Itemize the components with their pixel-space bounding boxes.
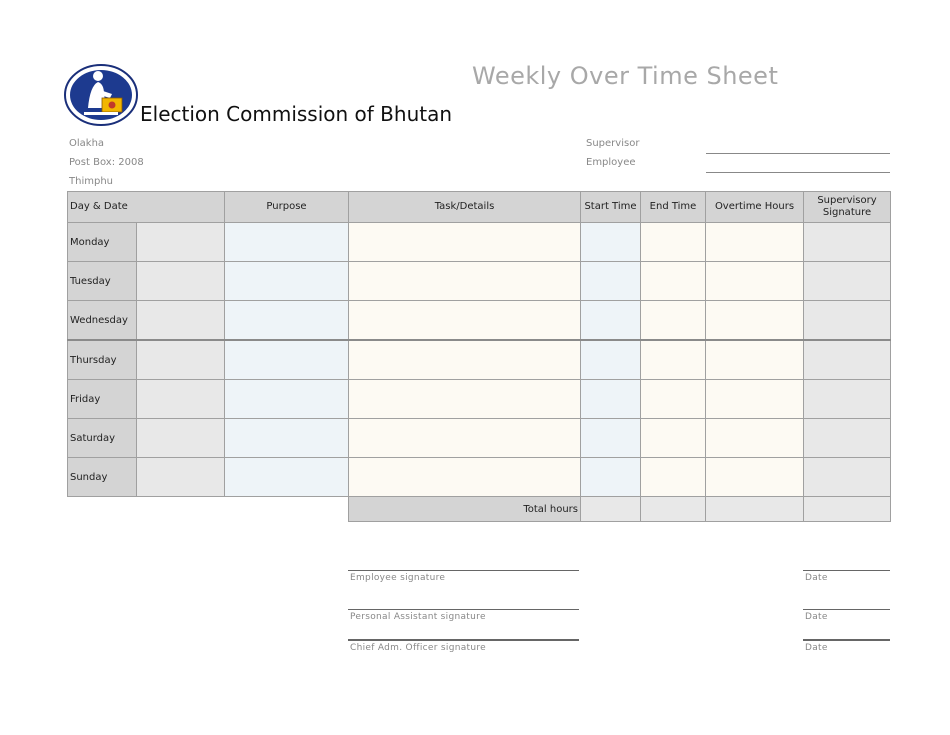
table-row (68, 458, 891, 497)
employee-date-label: Date (805, 573, 828, 583)
day-label: Sunday (68, 458, 137, 497)
start-time-cell[interactable] (581, 340, 641, 380)
date-cell[interactable] (137, 380, 225, 419)
date-cell[interactable] (137, 262, 225, 301)
day-label: Monday (68, 223, 137, 262)
task-cell[interactable] (349, 419, 581, 458)
address-line-1: Olakha (69, 138, 105, 149)
overtime-hours-cell[interactable] (706, 223, 804, 262)
date-cell[interactable] (137, 223, 225, 262)
address-line-2: Post Box: 2008 (69, 157, 144, 168)
start-time-cell[interactable] (581, 223, 641, 262)
end-time-cell[interactable] (641, 262, 706, 301)
signature-cell[interactable] (804, 458, 891, 497)
task-cell[interactable] (349, 262, 581, 301)
sheet-title: Weekly Over Time Sheet (472, 62, 779, 90)
day-label: Saturday (68, 419, 137, 458)
purpose-cell[interactable] (225, 419, 349, 458)
signature-cell[interactable] (804, 340, 891, 380)
day-label: Wednesday (68, 301, 137, 341)
col-header-purpose: Purpose (225, 192, 349, 223)
date-cell[interactable] (137, 340, 225, 380)
total-row-spacer (68, 497, 349, 522)
purpose-cell[interactable] (225, 380, 349, 419)
overtime-hours-cell[interactable] (706, 301, 804, 341)
assistant-signature-line[interactable] (348, 609, 579, 610)
address-line-3: Thimphu (69, 176, 113, 187)
start-time-cell[interactable] (581, 419, 641, 458)
assistant-signature-label: Personal Assistant signature (350, 612, 486, 622)
total-start-time-cell[interactable] (581, 497, 641, 522)
signature-cell[interactable] (804, 301, 891, 341)
col-header-end-time: End Time (641, 192, 706, 223)
overtime-hours-cell[interactable] (706, 262, 804, 301)
date-cell[interactable] (137, 301, 225, 341)
supervisor-field[interactable] (706, 153, 890, 154)
table-header-row (68, 192, 891, 223)
task-cell[interactable] (349, 301, 581, 341)
end-time-cell[interactable] (641, 340, 706, 380)
end-time-cell[interactable] (641, 301, 706, 341)
purpose-cell[interactable] (225, 301, 349, 341)
total-hours-label: Total hours (349, 497, 581, 522)
organization-name: Election Commission of Bhutan (140, 102, 453, 126)
supervisor-label: Supervisor (586, 138, 640, 149)
employee-date-line[interactable] (803, 570, 890, 571)
day-label: Tuesday (68, 262, 137, 301)
task-cell[interactable] (349, 223, 581, 262)
table-row (68, 340, 891, 380)
col-header-supervisory-signature: Supervisory Signature (804, 192, 891, 223)
date-cell[interactable] (137, 419, 225, 458)
signature-cell[interactable] (804, 380, 891, 419)
date-cell[interactable] (137, 458, 225, 497)
table-row (68, 380, 891, 419)
table-row (68, 301, 891, 341)
task-cell[interactable] (349, 380, 581, 419)
signature-cell[interactable] (804, 223, 891, 262)
col-header-task: Task/Details (349, 192, 581, 223)
col-header-day-date: Day & Date (68, 192, 225, 223)
employee-signature-label: Employee signature (350, 573, 446, 583)
signature-cell[interactable] (804, 262, 891, 301)
employee-label: Employee (586, 157, 636, 168)
table-row (68, 419, 891, 458)
total-overtime-hours-cell[interactable] (706, 497, 804, 522)
overtime-table (67, 191, 891, 522)
election-commission-logo (64, 64, 138, 126)
employee-signature-line[interactable] (348, 570, 579, 571)
col-header-start-time: Start Time (581, 192, 641, 223)
signature-cell[interactable] (804, 419, 891, 458)
end-time-cell[interactable] (641, 458, 706, 497)
overtime-hours-cell[interactable] (706, 380, 804, 419)
task-cell[interactable] (349, 458, 581, 497)
assistant-date-label: Date (805, 612, 828, 622)
start-time-cell[interactable] (581, 301, 641, 341)
table-row (68, 223, 891, 262)
purpose-cell[interactable] (225, 223, 349, 262)
table-row (68, 262, 891, 301)
day-label: Friday (68, 380, 137, 419)
start-time-cell[interactable] (581, 458, 641, 497)
chief-signature-line[interactable] (348, 639, 579, 641)
end-time-cell[interactable] (641, 380, 706, 419)
assistant-date-line[interactable] (803, 609, 890, 610)
purpose-cell[interactable] (225, 458, 349, 497)
start-time-cell[interactable] (581, 380, 641, 419)
overtime-hours-cell[interactable] (706, 458, 804, 497)
total-signature-cell[interactable] (804, 497, 891, 522)
employee-field[interactable] (706, 172, 890, 173)
end-time-cell[interactable] (641, 419, 706, 458)
purpose-cell[interactable] (225, 340, 349, 380)
chief-date-line[interactable] (803, 639, 890, 641)
total-end-time-cell[interactable] (641, 497, 706, 522)
overtime-hours-cell[interactable] (706, 419, 804, 458)
total-row (68, 497, 891, 522)
chief-date-label: Date (805, 643, 828, 653)
end-time-cell[interactable] (641, 223, 706, 262)
purpose-cell[interactable] (225, 262, 349, 301)
overtime-hours-cell[interactable] (706, 340, 804, 380)
day-label: Thursday (68, 340, 137, 380)
col-header-overtime-hours: Overtime Hours (706, 192, 804, 223)
task-cell[interactable] (349, 340, 581, 380)
chief-signature-label: Chief Adm. Officer signature (350, 643, 487, 653)
start-time-cell[interactable] (581, 262, 641, 301)
